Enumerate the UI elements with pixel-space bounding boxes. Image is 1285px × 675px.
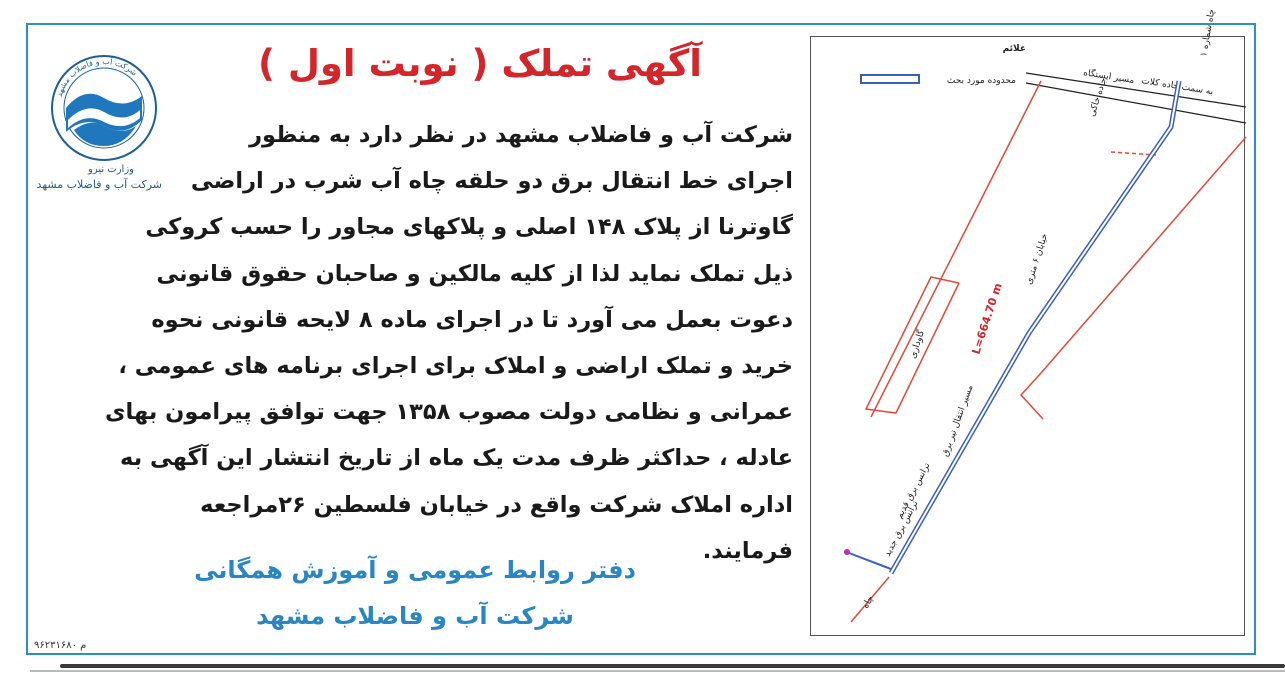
logo-caption-company: شرکت آب و فاضلاب مشهد [36,178,162,191]
body-line-6: خرید و تملک اراضی و املاک برای اجرای برنامه های عمومی ، [118,353,793,380]
notice-body [36,112,793,574]
logo-caption-ministry: وزارت نیرو [87,164,134,175]
label-well: چاه شماره ۱ [1199,8,1218,58]
notice-title: آگهی تملک ( نوبت اول ) [258,42,702,85]
label-road-right: جاده خاکی [1087,76,1110,118]
label-street-top2: مسیر ایستگاه [1082,68,1136,87]
legend-title: علائم [1002,44,1026,54]
body-line-2: اجرای خط انتقال برق دو حلقه چاه آب شرب در اراضی [190,168,793,195]
map-legend [861,44,1026,86]
site-sketch-map [810,8,1245,636]
body-line-4: ذیل تملک نماید لذا از کلیه مالکین و صاحبان حقوق قانونی [156,260,793,287]
label-corner: چاه [860,594,877,611]
label-line-path: مسیر انتقال تیر برق [940,383,976,459]
body-line-10: فرمایند. [702,537,793,564]
label-transformer-old: ترانس برق قدیم [894,461,933,521]
label-route-length: L=664.70 m [969,281,1005,356]
label-transformer-new: ترانس برق جدید [882,499,921,559]
body-line-9: اداره املاک شرکت واقع در خیابان فلسطین ۲۶مراجعه [200,491,793,518]
body-line-8: عادله ، حداکثر ظرف مدت یک ماه از تاریخ انتشار این آگهی به [120,445,793,472]
body-line-3: گاوترنا از پلاک ۱۴۸ اصلی و پلاکهای مجاور را حسب کروکی [145,214,793,241]
page-bottom-rule-light [30,670,1285,672]
notice-code: ۹۶۲۳۱۶۸۰ م [34,640,87,651]
legend-item: محدوده مورد بحث [946,76,1016,86]
sketch-drawing [811,8,1246,637]
logo-ring-text: شرکت آب و فاضلاب مشهد [54,56,139,98]
signature-department: دفتر روابط عمومی و آموزش همگانی [194,556,636,584]
signature-company: شرکت آب و فاضلاب مشهد [256,602,574,630]
transmission-route [844,81,1179,573]
label-street-6m: خیابان ۶ متری [1024,232,1051,286]
label-parcel: گاوداری [908,328,927,360]
page-bottom-rule [60,664,1285,668]
body-line-1: شرکت آب و فاضلاب مشهد در نظر دارد به منظور [249,122,793,148]
body-line-5: دعوت بعمل می آورد تا در اجرای ماده ۸ لایحه قانونی نحوه [151,306,793,333]
label-street-top: به سمت جاده کلات [1140,76,1214,98]
legend-swatch [861,75,919,83]
body-line-7: عمرانی و نظامی دولت مصوب ۱۳۵۸ جهت توافق پیرامون بهای [104,399,793,426]
